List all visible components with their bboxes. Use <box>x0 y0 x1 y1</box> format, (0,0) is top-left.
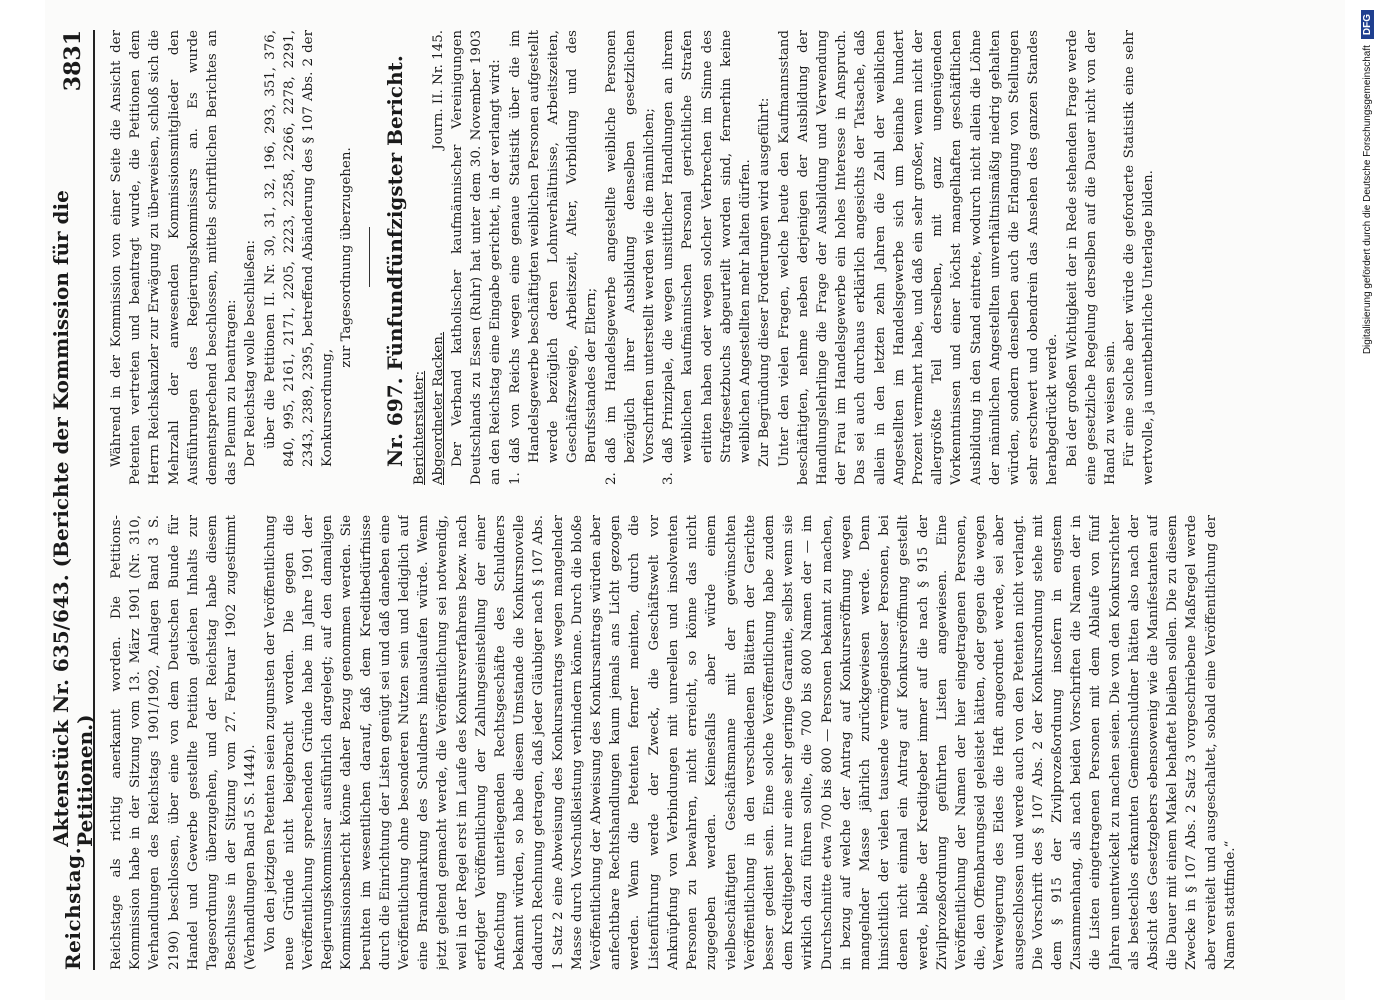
digitization-strip <box>1352 10 1382 990</box>
header-reichstag: Reichstag. <box>61 846 85 970</box>
item-number: 3. <box>661 472 677 485</box>
item-number: 2. <box>603 472 619 485</box>
list-item <box>659 30 755 485</box>
left-paragraph-2: Von den jetzigen Petenten seien zugunsten der Veröffentlichung neue Gründe nicht beigebracht worden. Die gegen die Veröffentlichung sprechenden Gründe habe im Jahre 1901 der Regierungskommissar ausführlich dargelegt; auf den damaligen Kommissionsbericht könne daher Bezug genommen werden. Sie beruhten im wesentlichen darauf, daß dem Kreditbedürfnisse durch die Einrichtung der Listen genügt sei und daß daneben eine Veröffentlichung ohne besonderen Nutzen sein und lediglich auf eine Brandmarkung des Schuldners hinauslaufen würde. Wenn jetzt geltend gemacht werde, die Veröffentlichung sei notwendig, weil in der Regel erst im Laufe des Konkursverfahrens bezw. nach erfolgter Veröffentlichung der Zahlungseinstellung der einer Anfechtung unterliegenden Rechtsgeschäfte des Schuldners bekannt würden, so habe diesem Umstande die Konkursnovelle dadurch Rechnung getragen, daß jeder Gläubiger nach § 107 Abs. 1 Satz 2 eine Abweisung des Konkursantrags wegen mangelnder Masse durch Vorschußleistung verhindern könne. Durch die bloße Veröffentlichung der Abweisung des Konkursantrags würden aber anfechtbare Rechtshandlungen kaum jemals ans Licht gezogen werden. Wenn die Petenten ferner meinten, durch die Listenführung werde der Zweck, die Geschäftswelt vor Anknüpfung von Verbindungen mit unreellen und insolventen Personen zu bewahren, nicht erreicht, so könne das nicht zugegeben werden. Keinesfalls aber würde einem vielbeschäftigten Geschäftsmanne mit der gewünschten Veröffentlichung in den verschiedenen Blättern der Gerichte besser gedient sein. Eine solche Veröffentlichung habe zudem dem Kreditgeber nur eine sehr geringe Garantie, selbst wenn sie wirklich dazu führen sollte, die 700 bis 800 Namen der — im Durchschnitte etwa 700 bis 800 — Personen bekannt zu machen, in bezug auf welche der Antrag auf Konkurseröffnung wegen mangelnder Masse jährlich zurückgewiesen werde. Denn hinsichtlich der vielen tausende vermögensloser Personen, bei denen nicht einmal ein Antrag auf Konkurseröffnung gestellt werde, bleibe der Kreditgeber immer auf die nach § 915 der Zivilprozeßordnung geführten Listen angewiesen. Eine Veröffentlichung der Namen der hier eingetragenen Personen, die, den Offenbarungseid geleistet hätten, oder gegen die wegen Verweigerung des Eides die Haft angeordnet werde, sei aber ausgeschlossen und werde auch von den Petenten nicht verlangt. Die Vorschrift des § 107 Abs. 2 der Konkursordnung stehe mit dem § 915 der Zivilprozeßordnung insofern in engstem Zusammenhang, als nach beiden Vorschriften die Namen der in die Listen eingetragenen Personen mit dem Ablaufe von fünf Jahren unentwickelt zu machen seien. Die von den Konkursrichter als bestechlos erkannten Gemeinschuldner hätten also nach der Absicht des Gesetzgebers ebensowenig wie die Manifestanten auf die Dauer mit einem Makel behaftet bleiben sollen. Die zu diesem Zwecke in § 107 Abs. 2 Satz 3 vorgeschriebene Maßregel werde aber vereitelt und ausgeschaltet, sobald eine Veröffentlichung der Namen stattfinde.“ <box>262 515 1238 970</box>
dfg-logo: DFG <box>1361 10 1374 39</box>
closing-paragraph-1: Bei der großen Wichtigkeit der in Rede stehenden Frage werde eine gesetzliche Regelung derselben auf die Dauer nicht von der Hand zu weisen sein. <box>1064 30 1118 485</box>
page-header <box>49 30 97 970</box>
digitization-note: Digitalisierung gefördert durch die Deutsche Forschungsgemeinschaft <box>1361 45 1373 355</box>
demands-list <box>506 30 756 485</box>
closing-paragraph-2: Für eine solche aber würde die geforderte Statistik eine sehr wertvolle, ja unentbehrliche Unterlage bilden. <box>1122 30 1157 485</box>
reason-body: Unter den vielen Fragen, welche heute den Kaufmannsstand beschäftigten, nehme neben derjenigen der Ausbildung der Handlungslehrlinge die Frage der Ausbildung und Verwendung der Frau im Handelsgewerbe ein hohes Interesse in Anspruch. Das sei auch durchaus erklärlich angesichts der Tatsache, daß allein in den letzten zehn Jahren die Zahl der weiblichen Angestellten im Handelsgewerbe sich um beinahe hundert Prozent vermehrt habe, und daß ein sehr großer, wenn nicht der allergrößte Teil derselben, mit ganz ungenügenden Vorkenntnissen und einer höchst mangelhaften geschäftlichen Ausbildung in den Stand eintrete, wodurch nicht allein die Löhne der männlichen Angestellten unverhältnismäßig niedrig gehalten würden, sondern denselben auch die Erlangung von Stellungen sehr erschwert und obendrein das Ansehen des ganzen Standes herabgedrückt werde. <box>776 30 1061 485</box>
rapporteur-row <box>429 30 448 485</box>
petition-intro: Der Verband katholischer kaufmännischer Vereinigungen Deutschlands zu Essen (Ruhr) hat unter dem 30. November 1903 an den Reichstag eine Eingabe gerichtet, in der verlangt wird: <box>450 30 504 485</box>
left-column <box>107 515 1325 970</box>
item-text: daß im Handelsgewerbe angestellte weibliche Personen bezüglich ihrer Ausbildung denselben gesetzlichen Vorschriften unterstellt werden wie die männlichen; <box>603 30 658 463</box>
right-column <box>107 30 1325 485</box>
header-document-title: Aktenstück Nr. 635/643. (Berichte der Kommission für die Petitionen.) <box>49 190 97 847</box>
document-page <box>45 0 1345 1000</box>
item-text: daß Prinzipale, die wegen unsittlicher Handlungen an ihrem weiblichen kaufmännischen Personal gerichtliche Strafen erlitten haben oder wegen solcher Verbrechen im Sinne des Strafgesetzbuchs abgeurteilt worden sind, fernerhin keine weiblichen Angestellten mehr halten dürfen. <box>661 30 754 463</box>
reason-intro: Zur Begründung dieser Forderungen wird ausgeführt: <box>757 97 773 467</box>
page-number: 3831 <box>60 30 86 92</box>
commission-intro: Während in der Kommission von einer Seite die Ansicht der Petenten vertreten und beantragt wurde, die Petitionen dem Herrn Reichskanzler zur Erwägung zu überweisen, schloß sich die Mehrzahl der anwesenden Kommissionsmitglieder den Ausführungen des Regierungskommissars an. Es wurde dementsprechend beschlossen, mittels schriftlichen Berichtes an das Plenum zu beantragen: <box>109 30 240 485</box>
motion-intro: Der Reichstag wolle beschließen: <box>243 239 259 467</box>
journal-reference: Journ. II. Nr. 145. <box>430 30 446 150</box>
section-separator <box>369 228 370 288</box>
rapporteur-label: Berichterstatter: <box>411 370 427 485</box>
list-item <box>602 30 660 485</box>
item-text: daß von Reichs wegen eine genaue Statistik über die im Handelsgewerbe beschäftigten weiblichen Personen aufgestellt werde bezüglich deren Lohnverhältnisse, Arbeitszeiten, Geschäftszweige, Arbeitszeit, Alter, Vorbildung und des Berufsstandes der Eltern; <box>507 30 600 463</box>
left-paragraph-1: Reichstage als richtig anerkannt worden. Die Petitions-Kommission habe in der Sitzung vom 13. März 1901 (Nr. 310, Verhandlungen des Reichstags 1901/1902, Anlagen Band 3 S. 2190) beschlossen, über eine von dem Deutschen Bunde für Handel und Gewerbe gestellte Petition gleichen Inhalts zur Tagesordnung überzugehen, und der Reichstag habe diesem Beschlusse in der Sitzung vom 27. Februar 1902 zugestimmt (Verhandlungen Band 5 S. 1444). <box>109 515 259 970</box>
item-number: 1. <box>507 472 523 485</box>
rapporteur-name: Abgeordneter Racken. <box>430 331 446 485</box>
motion-end: zur Tagesordnung überzugehen. <box>339 147 355 368</box>
digitization-credit <box>1352 10 1382 990</box>
list-item <box>506 30 602 485</box>
section-title: Nr. 697. Fünfundfünfzigster Bericht. <box>382 55 407 467</box>
motion-body: über die Petitionen II. Nr. 30, 31, 32, 196, 293, 351, 376, 840, 995, 2161, 2171, 2205, 2223, 2258, 2266, 2278, 2291, 2343, 2389, 2395, betreffend Abänderung des § 107 Abs. 2 der Konkursordnung, <box>262 30 336 467</box>
